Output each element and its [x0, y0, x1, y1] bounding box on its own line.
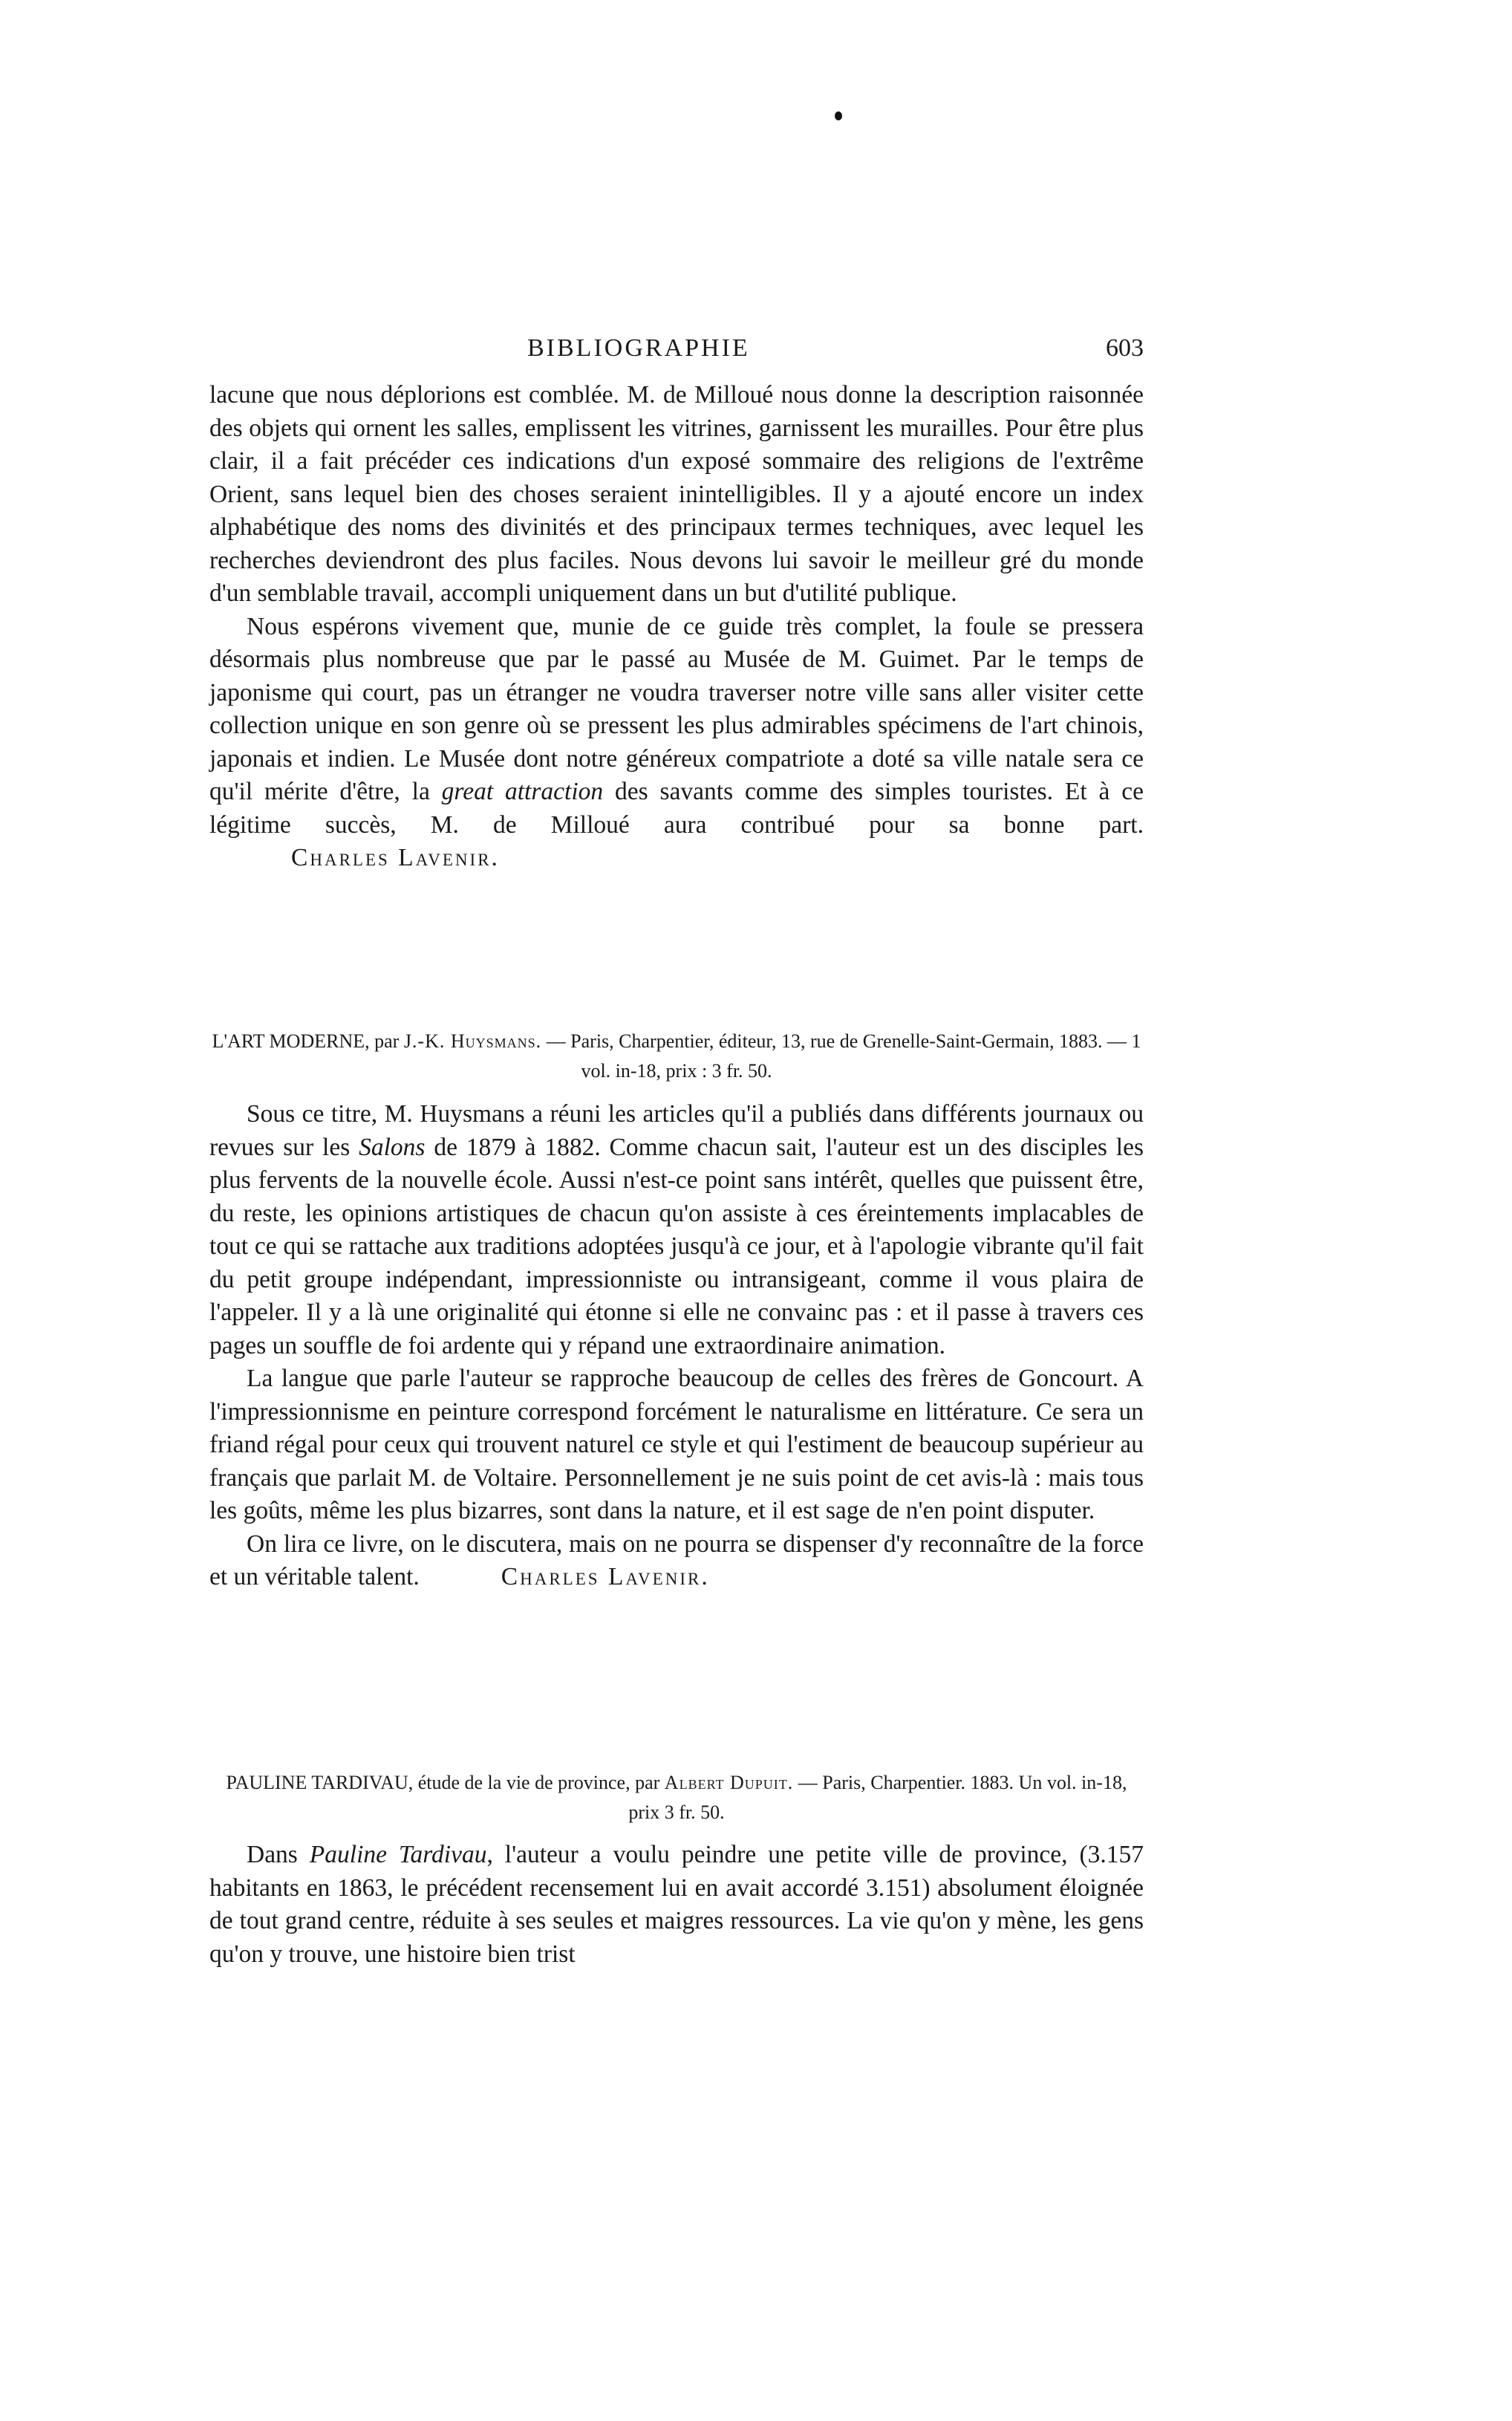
review-heading-art-moderne	[209, 1027, 1144, 1086]
paragraph: lacune que nous déplorions est comblée. M. de Milloué nous donne la description raisonnée des objets qui ornent les salles, emplissent les vitrines, garnissent les murailles. Pour être plus clair, il a fait précéder ces indications d'un exposé sommaire des religions de l'extrême Orient, sans lequel bien des choses seraient inintelligibles. Il y a ajouté encore un index alphabétique des noms des divinités et des principaux termes techniques, avec lequel les recherches deviendront des plus faciles. Nous devons lui savoir le meilleur gré du monde d'un semblable travail, accompli uniquement dans un but d'utilité publique.	[209, 381, 1144, 607]
text: Nous espérons vivement que, munie de ce guide très complet, la foule se pressera désormais plus nombreuse que par le passé au Musée de M. Guimet. Par le temps de japonisme qui court, pas un étranger ne voudra traverser notre ville sans aller visiter cette collection unique en son genre où se pressent les plus admirables spécimens de l'art chinois, japonais et indien. Le Musée dont notre généreux compatriote a doté sa ville natale sera ce qu'il mérite d'être, la	[209, 612, 1144, 805]
text: On lira ce livre, on le discutera, mais on ne pourra se dispenser d'y reconnaître de la force et un véritable talent.	[209, 1530, 1144, 1590]
heading-publication: — Paris, Charpentier, éditeur, 13, rue de Grenelle-Saint-Germain, 1883. — 1 vol. in-18, prix : 3 fr. 50.	[541, 1030, 1141, 1082]
paragraph	[209, 1528, 1144, 1594]
running-header	[208, 334, 1144, 371]
review-pauline-tardivau	[209, 1839, 1144, 1971]
heading-author: Albert Dupuit.	[664, 1772, 794, 1793]
text: Sous ce titre, M. Huysmans a réuni les articles qu'il a publiés dans différents journaux ou revues sur les	[209, 1100, 1144, 1161]
text: , l'auteur a voulu peindre une petite ville de province, (3.157 habitants en 1863, le précédent recensement lui en avait accordé 3.151) absolument éloignée de tout grand centre, réduite à ses seules et maigres ressources. La vie qu'on y mène, les gens qu'on y trouve, une histoire bien trist	[209, 1841, 1144, 1968]
review-art-moderne	[209, 1098, 1144, 1594]
text: des savants comme des simples touristes. Et à ce légitime succès, M. de Milloué aura contribué pour sa bonne part.	[209, 778, 1144, 839]
text: Dans	[247, 1841, 310, 1868]
text: de 1879 à 1882. Comme chacun sait, l'auteur est un des disciples les plus fervents de la nouvelle école. Aussi n'est-ce point sans intérêt, quelles que puissent être, du reste, les opinions artistiques de chacun qu'on assiste à ces éreintements implacables de tout ce qui se rattache aux traditions adoptées jusqu'à ce jour, et à l'apologie vibrante qu'il fait du petit groupe indépendant, impressionniste ou intransigeant, comme il vous plaira de l'appeler. Il y a là une originalité qui étonne si elle ne convainc pas : et il passe à travers ces pages un souffle de foi ardente qui y répand une extraordinaire animation.	[209, 1133, 1144, 1359]
italic-text: Salons	[359, 1133, 426, 1161]
page-number: 603	[1106, 334, 1144, 362]
header-title: BIBLIOGRAPHIE	[527, 334, 750, 362]
signature: Charles Lavenir.	[291, 844, 500, 871]
heading-title: PAULINE TARDIVAU, étude de la vie de province, par	[226, 1772, 665, 1793]
heading-title: L'ART MODERNE, par	[212, 1030, 404, 1052]
paragraph	[209, 611, 1144, 875]
heading-publication: — Paris, Charpentier. 1883. Un vol. in-18, prix 3 fr. 50.	[628, 1772, 1127, 1823]
paragraph	[209, 1839, 1144, 1971]
review-heading-pauline-tardivau	[209, 1768, 1144, 1827]
italic-text: great attraction	[441, 778, 604, 805]
heading-author: J.-K. Huysmans.	[403, 1030, 542, 1052]
review-milloue-continued	[209, 379, 1144, 875]
paragraph: La langue que parle l'auteur se rapproche beaucoup de celles des frères de Goncourt. A l'impressionnisme en peinture correspond forcément le naturalisme en littérature. Ce sera un friand régal pour ceux qui trouvent naturel ce style et qui l'estiment de beaucoup supérieur au français que parlait M. de Voltaire. Personnellement je ne suis point de cet avis-là : mais tous les goûts, même les plus bizarres, sont dans la nature, et il est sage de n'en point disputer.	[209, 1365, 1144, 1524]
italic-text: Pauline Tardivau	[309, 1841, 487, 1868]
ink-mark	[835, 111, 842, 120]
paragraph	[209, 1098, 1144, 1362]
signature: Charles Lavenir.	[501, 1563, 710, 1590]
